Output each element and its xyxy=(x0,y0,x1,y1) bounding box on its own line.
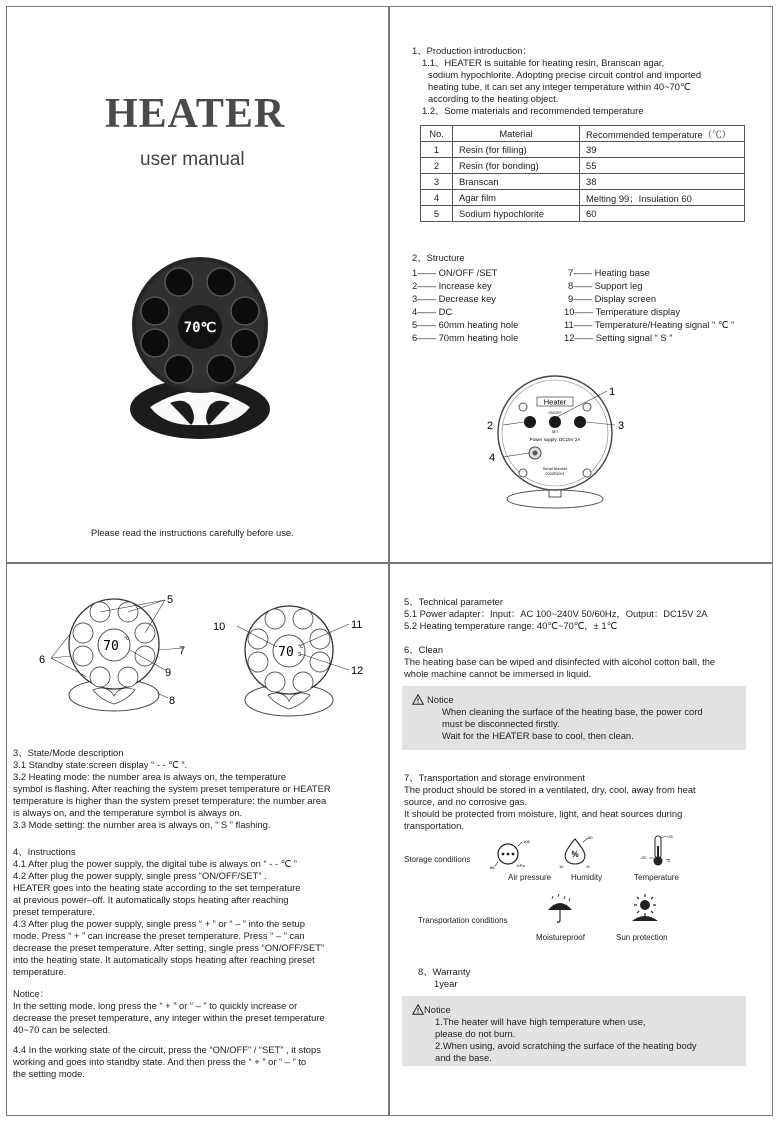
diagram-onoff: ON/OFF xyxy=(548,411,562,415)
structure-item: 5—— 60mm heating hole xyxy=(412,319,519,330)
air-pressure-label: Air pressure xyxy=(508,873,552,882)
table-cell: 1 xyxy=(421,142,453,158)
cover-title: HEATER xyxy=(105,91,286,137)
callout-1: 1 xyxy=(609,386,616,398)
notice-line: 1.The heater will have high temperature when use, xyxy=(435,1016,646,1027)
clean-line: whole machine cannot be immersed in liquid. xyxy=(404,668,592,679)
icon-text: +25 xyxy=(666,834,673,839)
transport-line: source, and no corrosive gas. xyxy=(404,796,527,807)
icon-text: % xyxy=(571,850,579,859)
structure-item: 2—— Increase key xyxy=(412,280,492,291)
instruction-line: 4.4 In the working state of the circuit, press the “ON/OFF” / “SET” , it stops xyxy=(13,1044,321,1055)
materials-table xyxy=(420,125,745,222)
intro-panel xyxy=(389,6,773,563)
temperature-icon xyxy=(638,832,678,870)
notice-line: When cleaning the surface of the heating base, the power cord xyxy=(442,706,703,717)
table-cell: Agar film xyxy=(453,190,580,206)
state-line: 3.3 Mode setting: the number area is always on, “ S ” flashing. xyxy=(13,819,271,830)
callout-3: 3 xyxy=(618,420,625,432)
temperature-label: Temperature xyxy=(634,873,679,882)
callout-9: 9 xyxy=(165,667,172,679)
specs-panel xyxy=(389,563,773,1116)
icon-text: 106 xyxy=(523,839,530,844)
callout-2: 2 xyxy=(487,420,494,432)
table-cell: 5 xyxy=(421,206,453,222)
display-a: 70 xyxy=(103,639,119,654)
callout-8: 8 xyxy=(169,695,176,707)
display-b-setting: S xyxy=(298,652,302,658)
icon-text: % xyxy=(586,864,590,869)
notice-line: must be disconnected firstly. xyxy=(442,718,560,729)
intro-line: heating tube, it can set any integer temperature within 40~70℃ xyxy=(428,81,691,92)
instructions-panel xyxy=(6,563,389,1116)
callout-4: 4 xyxy=(489,452,496,464)
storage-label: Storage conditions xyxy=(404,855,471,864)
rear-diagram xyxy=(485,369,645,519)
structure-item: 3—— Decrease key xyxy=(412,293,496,304)
humidity-icon xyxy=(557,834,597,870)
table-header-row xyxy=(421,126,745,142)
front-diagram-b xyxy=(207,602,387,720)
display-b-unit: ℃ xyxy=(298,644,304,649)
instruction-line: mode. Press “ + ” can increase the preset temperature. Press “ – ” can xyxy=(13,930,305,941)
table-cell: Branscan xyxy=(453,174,580,190)
cover-note: Please read the instructions carefully before use. xyxy=(91,527,294,538)
state-line: is always on, and the temperature symbol is always on. xyxy=(13,807,243,818)
notice-line: decrease the preset temperature, any integer within the preset temperature xyxy=(13,1012,325,1023)
instruction-line: 4.3 After plug the power supply, single press “ + ” or “ – ” into the setup xyxy=(13,918,305,929)
table-cell: Resin (for filling) xyxy=(453,142,580,158)
state-heading: 3、State/Mode description xyxy=(13,747,124,758)
intro-heading: 1、Production introduction： xyxy=(412,45,532,56)
table-row xyxy=(421,158,745,174)
intro-line: 1.2、Some materials and recommended temperature xyxy=(422,105,644,116)
moistureproof-icon xyxy=(545,894,575,924)
icon-text: KPa xyxy=(517,863,525,868)
warranty-heading: 8、Warranty xyxy=(418,966,471,977)
table-cell: 3 xyxy=(421,174,453,190)
table-row xyxy=(421,142,745,158)
table-cell: 2 xyxy=(421,158,453,174)
transport-heading: 7、Transportation and storage environment xyxy=(404,772,586,783)
table-cell: 55 xyxy=(580,158,745,174)
notice-line: 2.When using, avoid scratching the surface of the heating body xyxy=(435,1040,697,1051)
table-row xyxy=(421,206,745,222)
transport-line: The product should be stored in a ventilated, dry, cool, away from heat xyxy=(404,784,696,795)
notice-title: Notice xyxy=(424,1004,451,1015)
front-diagram-a xyxy=(37,588,187,716)
notice-title: Notice xyxy=(427,694,454,705)
moistureproof-label: Moistureproof xyxy=(536,933,585,942)
cover-panel xyxy=(6,6,389,563)
callout-6: 6 xyxy=(39,654,46,666)
intro-line: 1.1、HEATER is suitable for heating resin, Branscan agar, xyxy=(422,57,665,68)
table-header: Recommended temperature（℃） xyxy=(580,126,745,142)
table-header: No. xyxy=(421,126,453,142)
warranty-value: 1year xyxy=(434,978,458,989)
structure-item: 1—— ON/OFF /SET xyxy=(412,267,498,278)
icon-text: ℃ xyxy=(666,858,671,863)
display-b: 70 xyxy=(278,645,294,660)
air-pressure-icon xyxy=(490,836,532,870)
structure-item: 12—— Setting signal “ S ” xyxy=(564,332,673,343)
notice-line: and the base. xyxy=(435,1052,492,1063)
cover-display: 70℃ xyxy=(183,320,217,336)
callout-12: 12 xyxy=(351,665,364,677)
notice-heading: Notice： xyxy=(13,988,49,999)
instructions-heading: 4、Instructions xyxy=(13,846,76,857)
state-line: 3.2 Heating mode: the number area is always on, the temperature xyxy=(13,771,287,782)
tech-heading: 5、Technical parameter xyxy=(404,596,504,607)
instruction-line: 4.1 After plug the power supply, the digital tube is always on “ - - ℃ ” xyxy=(13,858,297,869)
clean-line: The heating base can be wiped and disinfected with alcohol cotton ball, the xyxy=(404,656,716,667)
tech-line: 5.2 Heating temperature range: 40℃~70℃，± 1℃ xyxy=(404,620,618,631)
callout-11: 11 xyxy=(351,619,363,631)
state-line: temperature is higher than the system preset temperature: the number area xyxy=(13,795,327,806)
cover-subtitle: user manual xyxy=(140,149,245,170)
table-cell: 38 xyxy=(580,174,745,190)
table-cell: 39 xyxy=(580,142,745,158)
diagram-brand: Heater xyxy=(543,397,567,407)
table-cell: Resin (for bonding) xyxy=(453,158,580,174)
transport-line: It should be protected from moisture, light, and heat sources during xyxy=(404,808,683,819)
icon-text: 10 xyxy=(559,864,564,869)
warning-icon xyxy=(412,694,424,705)
icon-text: 86 xyxy=(490,865,495,870)
diagram-power: Power supply: DC15V 2A xyxy=(529,437,581,442)
warning-icon xyxy=(412,1004,424,1015)
instruction-line: into the heating state. It automatically stops heating after reaching preset xyxy=(13,954,315,965)
transport-label: Transportation conditions xyxy=(418,916,508,925)
diagram-set: SET xyxy=(551,430,559,434)
instruction-line: working and goes into standby state. And then press the “ + ” or “ – ” to xyxy=(13,1056,307,1067)
notice-box-warranty xyxy=(402,996,746,1066)
heater-photo xyxy=(125,257,275,442)
instruction-line: 4.2 After plug the power supply, single press “ON/OFF/SET” . xyxy=(13,870,267,881)
structure-item: 11—— Temperature/Heating signal “ ℃ ” xyxy=(564,319,735,330)
structure-heading: 2、Structure xyxy=(412,252,465,263)
table-cell: 60 xyxy=(580,206,745,222)
table-row xyxy=(421,190,745,206)
state-line: symbol is flashing. After reaching the system preset temperature or HEATER xyxy=(13,783,331,794)
sun-protection-label: Sun protection xyxy=(616,933,668,942)
sun-protection-icon xyxy=(630,893,660,923)
notice-line: In the setting mode, long press the “ + ” or “ – ” to quickly increase or xyxy=(13,1000,298,1011)
callout-10: 10 xyxy=(213,621,226,633)
table-header: Material xyxy=(453,126,580,142)
callout-7: 7 xyxy=(179,645,186,657)
notice-line: please do not burn. xyxy=(435,1028,516,1039)
icon-text: 80 xyxy=(588,835,593,840)
instruction-line: preset temperature. xyxy=(13,906,95,917)
tech-line: 5.1 Power adapter：Input：AC 100~240V 50/60Hz，Output：DC15V 2A xyxy=(404,608,708,619)
intro-line: sodium hypochlorite. Adopting precise circuit control and imported xyxy=(428,69,702,80)
notice-line: 40~70 can be selected. xyxy=(13,1024,111,1035)
transport-line: transportation. xyxy=(404,820,464,831)
state-line: 3.1 Standby state:screen display “ - - ℃ ”. xyxy=(13,759,188,770)
structure-item: 9—— Display screen xyxy=(568,293,657,304)
notice-line: Wait for the HEATER base to cool, then clean. xyxy=(442,730,634,741)
intro-line: according to the heating object. xyxy=(428,93,559,104)
structure-item: 7—— Heating base xyxy=(568,267,650,278)
instruction-line: HEATER goes into the heating state according to the set temperature xyxy=(13,882,301,893)
diagram-serial-label: Serial Number xyxy=(542,467,568,471)
table-cell: Melting 99；Insulation 60 xyxy=(580,190,745,206)
icon-text: -25 xyxy=(640,855,646,860)
instruction-line: temperature. xyxy=(13,966,67,977)
instruction-line: decrease the preset temperature. After setting, single press “ON/OFF/SET” xyxy=(13,942,325,953)
clean-heading: 6、Clean xyxy=(404,644,444,655)
display-a-unit: ℃ xyxy=(124,636,130,641)
structure-item: 8—— Support leg xyxy=(568,280,643,291)
table-cell: Sodium hypochlorite xyxy=(453,206,580,222)
structure-item: 10—— Temperature display xyxy=(564,306,681,317)
instruction-line: the setting mode. xyxy=(13,1068,85,1079)
notice-box-clean xyxy=(402,686,746,750)
structure-item: 4—— DC xyxy=(412,306,453,317)
humidity-label: Humidity xyxy=(571,873,603,882)
structure-item: 6—— 70mm heating hole xyxy=(412,332,519,343)
table-row xyxy=(421,174,745,190)
callout-5: 5 xyxy=(167,594,174,606)
table-cell: 4 xyxy=(421,190,453,206)
diagram-serial-value: 2020F0001 xyxy=(545,472,565,476)
instruction-line: at previous power–off. It automatically stops heating after reaching xyxy=(13,894,289,905)
